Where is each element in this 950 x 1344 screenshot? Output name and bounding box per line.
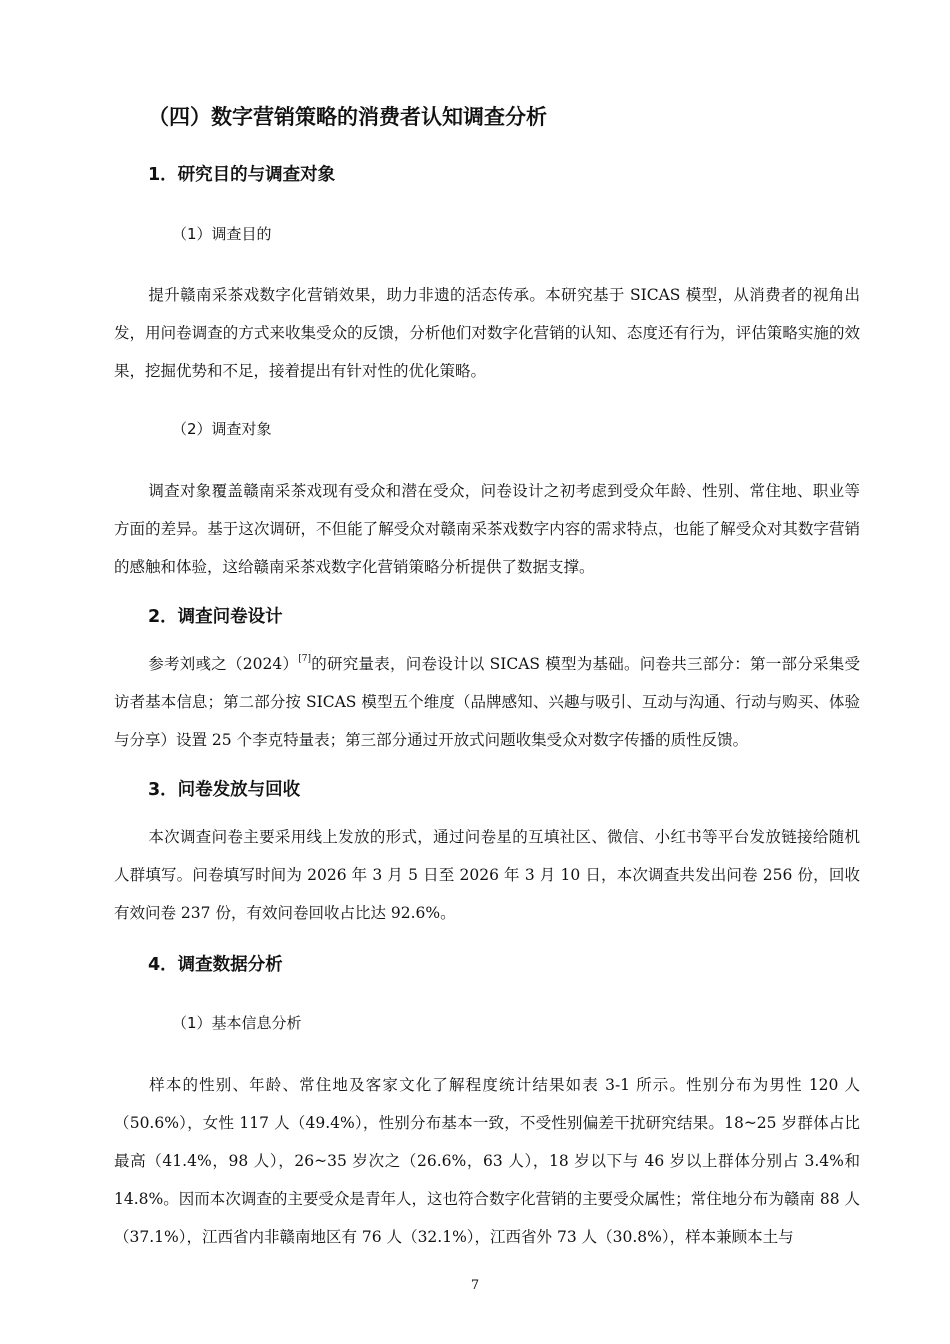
heading-data-analysis: 4．调查数据分析	[148, 955, 283, 975]
paragraph-distribution-and-collection: 本次调查问卷主要采用线上发放的形式，通过问卷星的互填社区、微信、小红书等平台发放链接给随机人群填写。问卷填写时间为 2026 年 3 月 5 日至 2026 年 3 月 10 日，本次调查共发出问卷 256 份，回收有效问卷 237 份，有效问卷回收占比达 92.6%。	[114, 828, 860, 922]
subheading-basic-info-analysis: （1）基本信息分析	[172, 1014, 302, 1032]
page-number: 7	[470, 1278, 480, 1293]
subheading-survey-purpose: （1）调查目的	[172, 225, 272, 243]
paragraph-questionnaire-design: 参考刘彧之（2024）[7]的研究量表，问卷设计以 SICAS 模型为基础。问卷共三部分：第一部分采集受访者基本信息；第二部分按 SICAS 模型五个维度（品牌感知、兴趣与吸引、互动与沟通、行动与购买、体验与分享）设置 25 个李克特量表；第三部分通过开放式问题收集受众对数字传播的质性反馈。	[114, 654, 860, 749]
subheading-survey-subjects: （2）调查对象	[172, 420, 272, 438]
paragraph-survey-subjects: 调查对象覆盖赣南采茶戏现有受众和潜在受众，问卷设计之初考虑到受众年龄、性别、常住地、职业等方面的差异。基于这次调研，不但能了解受众对赣南采茶戏数字内容的需求特点，也能了解受众对其数字营销的感触和体验，这给赣南采茶戏数字化营销策略分析提供了数据支撑。	[114, 482, 860, 576]
section-heading: （四）数字营销策略的消费者认知调查分析	[148, 105, 547, 129]
paragraph-survey-purpose: 提升赣南采茶戏数字化营销效果，助力非遗的活态传承。本研究基于 SICAS 模型，从消费者的视角出发，用问卷调查的方式来收集受众的反馈，分析他们对数字化营销的认知、态度还有行为，评估策略实施的效果，挖掘优势和不足，接着提出有针对性的优化策略。	[114, 286, 860, 380]
heading-research-purpose-and-subjects: 1．研究目的与调查对象	[148, 165, 336, 185]
heading-distribution-and-collection: 3．问卷发放与回收	[148, 780, 301, 800]
paragraph-basic-info-analysis: 样本的性别、年龄、常住地及客家文化了解程度统计结果如表 3-1 所示。性别分布为男性 120 人（50.6%），女性 117 人（49.4%），性别分布基本一致，不受性别偏差干扰研究结果。18~25 岁群体占比最高（41.4%，98 人），26~35 岁次之（26.6%，63 人），18 岁以下与 46 岁以上群体分别占 3.4%和 14.8%。因而本次调查的主要受众是青年人，这也符合数字化营销的主要受众属性；常住地分布为赣南 88 人（37.1%），江西省内非赣南地区有 76 人（32.1%），江西省外 73 人（30.8%），样本兼顾本土与	[114, 1076, 860, 1246]
citation-reference: [7]	[298, 654, 311, 664]
heading-questionnaire-design: 2．调查问卷设计	[148, 607, 283, 627]
